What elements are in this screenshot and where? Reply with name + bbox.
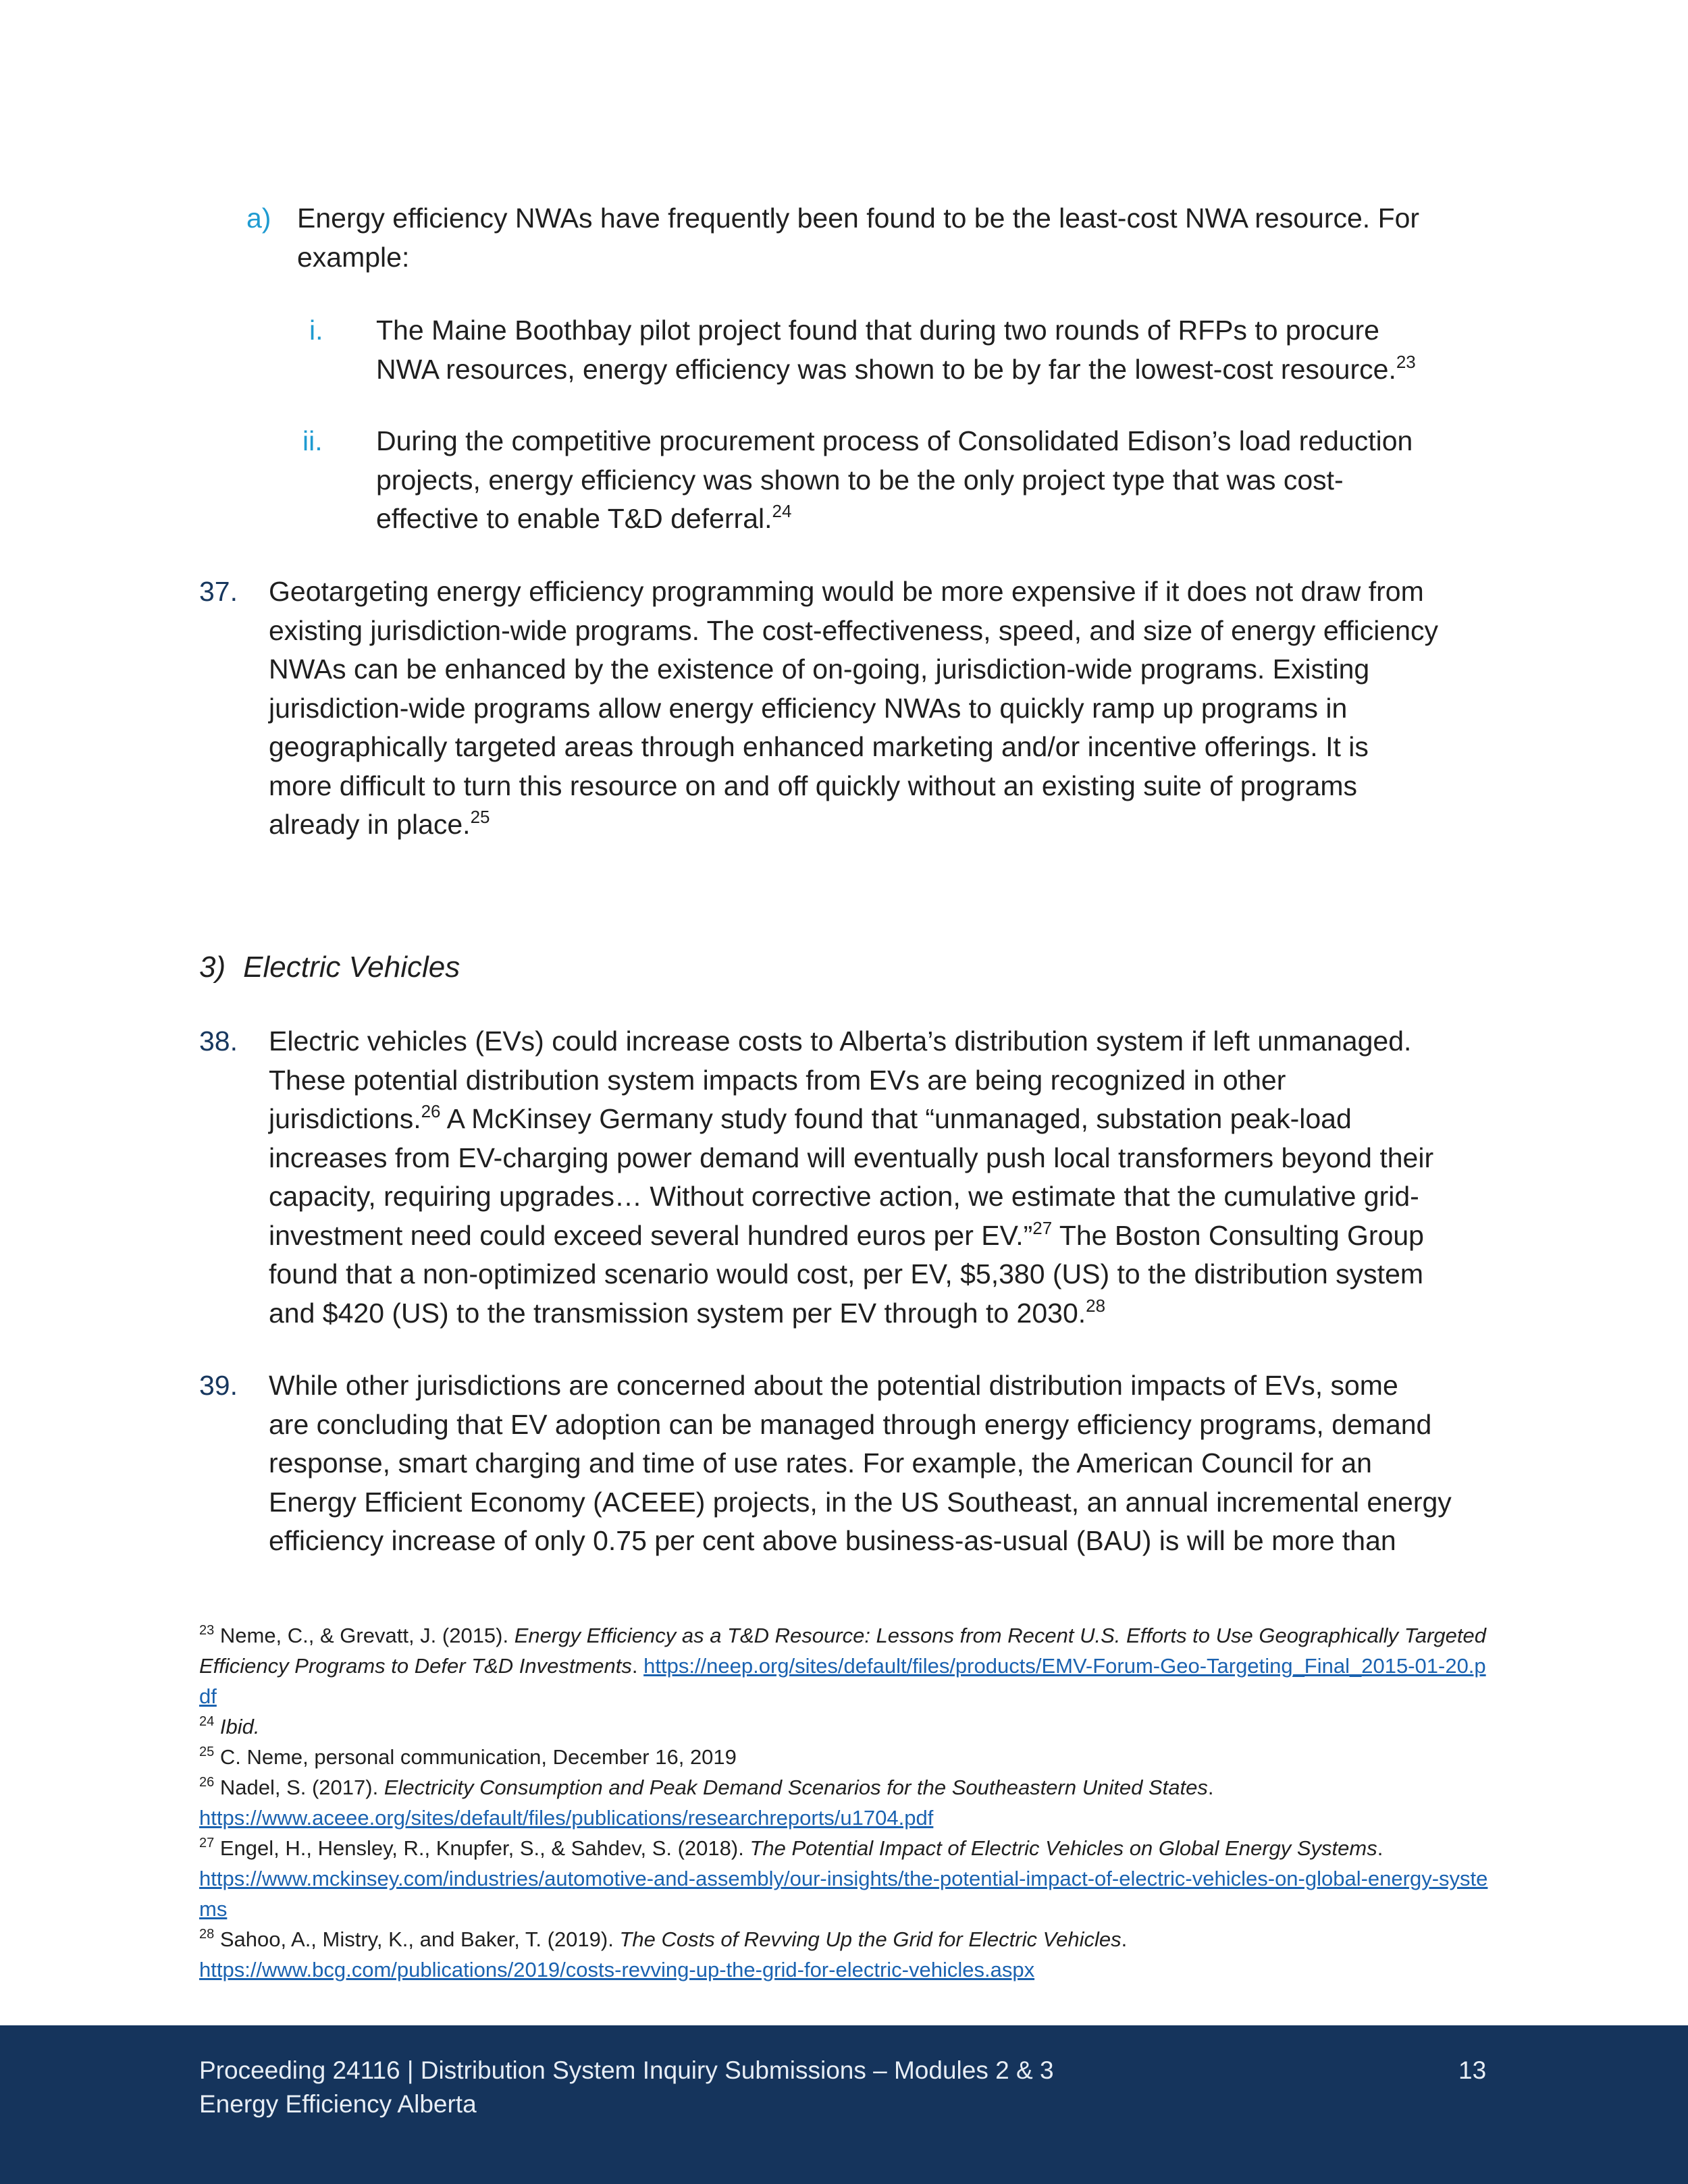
text-line: NWA resources, energy efficiency was shown to be by far the lowest-cost resource.$^{23}$: [376, 351, 1416, 385]
text-line: response, smart charging and time of use rates. For example, the American Council for an: [269, 1447, 1372, 1479]
section-heading: [199, 947, 460, 988]
text-line: During the competitive procurement process of Consolidated Edison’s load reduction: [376, 425, 1413, 456]
text-line: geographically targeted areas through enhanced marketing and/or incentive offerings. It is: [269, 731, 1369, 762]
text-line: are concluding that EV adoption can be managed through energy efficiency programs, demand: [269, 1408, 1432, 1440]
text-line: capacity, requiring upgrades… Without corrective action, we estimate that the cumulative grid-: [269, 1181, 1419, 1212]
section-title: Electric Vehicles: [243, 951, 460, 984]
text-line: jurisdiction-wide programs allow energy efficiency NWAs to quickly ramp up programs in: [269, 692, 1348, 724]
footnote-ref-28[interactable]: 28: [1086, 1295, 1106, 1316]
footnote-25: $^{25}$ C. Neme, personal communication, December 16, 2019: [199, 1744, 737, 1769]
footnote-28-link[interactable]: https://www.bcg.com/publications/2019/costs-revving-up-the-grid-for-electric-vehicles.aspx: [199, 1958, 1035, 1981]
item-marker-a: a): [246, 203, 271, 234]
footnote-27: $^{27}$ Engel, H., Hensley, R., Knupfer, S., & Sahdev, S. (2018). The Potential Impact of Electric Vehicles on Global Energy Systems. https://www.mckinsey.com/industries/automotive-and-assembly/our-insights/the-potential-impact-of-electric-vehicles-on-global-energy-systems: [199, 1836, 1488, 1921]
paragraph-38: [269, 1022, 1504, 1333]
footer-proceeding: Proceeding 24116 | Distribution System Inquiry Submissions – Modules 2 & 3: [199, 2056, 1054, 2084]
footnote-27-link[interactable]: https://www.mckinsey.com/industries/automotive-and-assembly/our-insights/the-potential-impact-of-electric-vehicles-on-global-energy-systems: [199, 1867, 1488, 1921]
item-a-text: [297, 199, 1512, 277]
text-line: found that a non-optimized scenario would cost, per EV, $5,380 (US) to the distribution system: [269, 1258, 1424, 1289]
paragraph-number-37: 37.: [199, 576, 238, 607]
footnote-ref-26[interactable]: 26: [421, 1101, 441, 1121]
text-line: Geotargeting energy efficiency programming would be more expensive if it does not draw from: [269, 576, 1424, 607]
text-line: more difficult to turn this resource on and off quickly without an existing suite of programs: [269, 770, 1357, 801]
page-footer: [0, 2025, 1688, 2184]
paragraph-39: [269, 1366, 1504, 1561]
item-marker-i: i.: [309, 315, 323, 346]
footnote-ref-23[interactable]: 23: [1396, 351, 1416, 372]
text-line: These potential distribution system impacts from EVs are being recognized in other: [269, 1064, 1286, 1096]
footnote-ref-27[interactable]: 27: [1032, 1217, 1053, 1238]
paragraph-37: [269, 572, 1504, 845]
text-line: projects, energy efficiency was shown to be the only project type that was cost-: [376, 464, 1344, 496]
footnotes: [199, 1620, 1496, 1985]
footer-organization: Energy Efficiency Alberta: [199, 2090, 477, 2118]
text-line: increases from EV-charging power demand will eventually push local transformers beyond their: [269, 1142, 1434, 1173]
text-line: already in place.$^{25}$: [269, 807, 490, 840]
text-line: jurisdictions.$^{26}$ A McKinsey Germany study found that “unmanaged, substation peak-load: [269, 1101, 1352, 1134]
text-line: Electric vehicles (EVs) could increase costs to Alberta’s distribution system if left unmanaged.: [269, 1026, 1412, 1057]
text-line: existing jurisdiction-wide programs. The cost-effectiveness, speed, and size of energy efficiency: [269, 614, 1438, 646]
text-line: Energy efficiency NWAs have frequently been found to be the least-cost NWA resource. For: [297, 203, 1420, 234]
footnote-28: $^{28}$ Sahoo, A., Mistry, K., and Baker, T. (2019). The Costs of Revving Up the Grid for Electric Vehicles. https://www.bcg.com/publications/2019/costs-revving-up-the-grid-for-electric-vehicles.aspx: [199, 1927, 1128, 1981]
paragraph-number-38: 38.: [199, 1026, 238, 1057]
item-i-text: [376, 311, 1524, 389]
text-line: effective to enable T&D deferral.$^{24}$: [376, 501, 792, 534]
footnote-ref-24[interactable]: 24: [772, 501, 792, 521]
text-line: investment need could exceed several hundred euros per EV.”$^{27}$ The Boston Consulting Group: [269, 1217, 1424, 1251]
text-line: efficiency increase of only 0.75 per cent above business-as-usual (BAU) is will be more than: [269, 1525, 1396, 1556]
page-number: 13: [1458, 2056, 1487, 2084]
text-line: and $420 (US) to the transmission system per EV through to 2030.28: [269, 1295, 1106, 1329]
paragraph-number-39: 39.: [199, 1370, 238, 1401]
footnote-26-link[interactable]: https://www.aceee.org/sites/default/files/publications/researchreports/u1704.pdf: [199, 1806, 934, 1830]
footnote-23-link[interactable]: https://neep.org/sites/default/files/products/EMV-Forum-Geo-Targeting_Final_2015-01-20.pdf: [199, 1654, 1486, 1708]
item-marker-ii: ii.: [302, 425, 323, 456]
text-line: example:: [297, 241, 410, 273]
item-ii-text: [376, 422, 1524, 539]
footnote-23: $^{23}$ Neme, C., & Grevatt, J. (2015). Energy Efficiency as a T&D Resource: Lessons from Recent U.S. Efforts to Use Geographically Targeted Efficiency Programs to Defer T&D Investments. https://neep.org/sites/default/files/products/EMV-Forum-Geo-Targeting_Final_2015-01-20.pdf: [199, 1623, 1487, 1708]
text-line: The Maine Boothbay pilot project found that during two rounds of RFPs to procure: [376, 315, 1379, 346]
section-number: 3): [199, 951, 226, 984]
text-line: Energy Efficient Economy (ACEEE) projects, in the US Southeast, an annual incremental energy: [269, 1486, 1452, 1518]
footnote-24: $^{24}$ Ibid.: [199, 1714, 260, 1738]
text-line: While other jurisdictions are concerned about the potential distribution impacts of EVs, some: [269, 1370, 1398, 1401]
footnote-ref-25[interactable]: 25: [470, 807, 490, 827]
text-line: NWAs can be enhanced by the existence of on-going, jurisdiction-wide programs. Existing: [269, 654, 1370, 685]
footnote-26: $^{26}$ Nadel, S. (2017). Electricity Consumption and Peak Demand Scenarios for the Southeastern United States. https://www.aceee.org/sites/default/files/publications/researchreports/u1704.pdf: [199, 1775, 1214, 1830]
